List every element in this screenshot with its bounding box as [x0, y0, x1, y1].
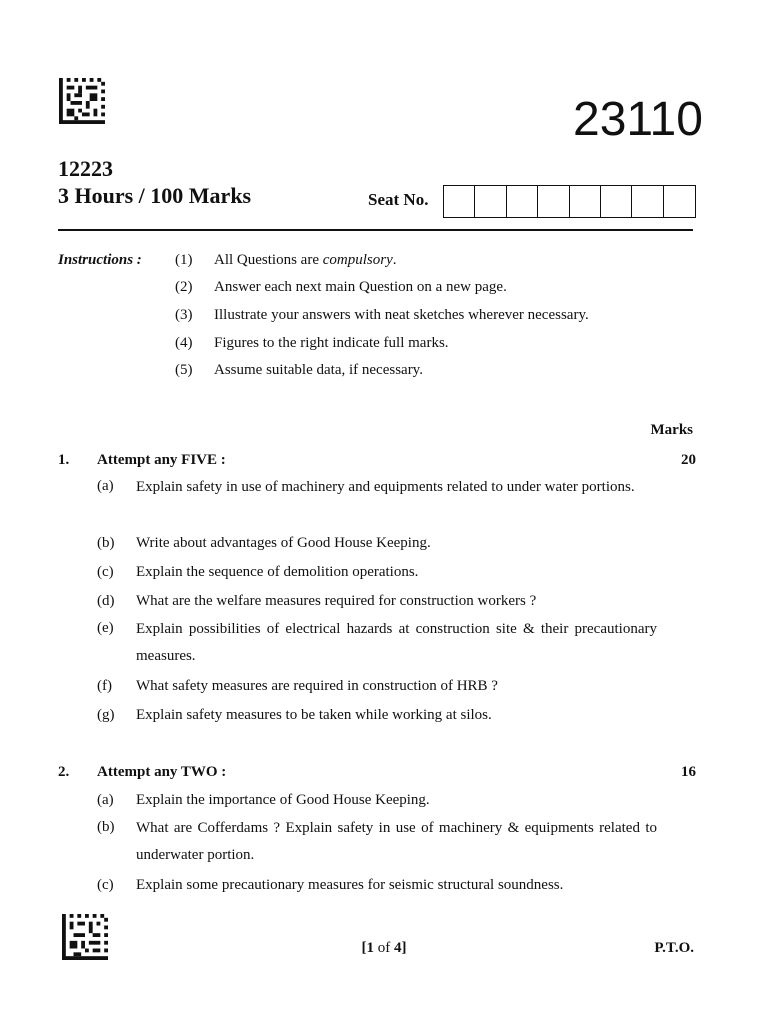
sub-question-text: Explain some precautionary measures for seismic structural soundness.	[136, 877, 564, 893]
instruction-item	[175, 252, 396, 269]
instruction-text: Illustrate your answers with neat sketches wherever necessary.	[214, 307, 589, 323]
marks-heading: Marks	[650, 422, 693, 438]
question-marks: 20	[681, 452, 696, 468]
sub-question-text: Explain safety in use of machinery and equipments related to under water portions.	[136, 479, 635, 495]
seat-cell[interactable]	[664, 186, 695, 217]
instruction-number: (5)	[175, 362, 193, 378]
sub-question-label: (f)	[97, 678, 112, 694]
sub-question-text: What are the welfare measures required for construction workers ?	[136, 593, 537, 609]
sub-question	[97, 564, 657, 581]
page-current: 1	[366, 940, 374, 956]
instruction-number: (2)	[175, 279, 193, 295]
instruction-number: (1)	[175, 252, 193, 268]
seat-number-grid[interactable]	[443, 185, 696, 218]
instruction-text: Assume suitable data, if necessary.	[214, 362, 423, 378]
seat-cell[interactable]	[475, 186, 506, 217]
instruction-text: All Questions are	[214, 252, 323, 268]
question-number: 2.	[58, 764, 70, 780]
seat-cell[interactable]	[444, 186, 475, 217]
instruction-emphasis: compulsory	[322, 252, 393, 268]
sub-question	[97, 792, 657, 809]
sub-question	[97, 535, 657, 552]
seat-cell[interactable]	[507, 186, 538, 217]
sub-question-label: (b)	[97, 819, 115, 835]
sub-question-label: (a)	[97, 478, 114, 494]
instruction-item	[175, 307, 589, 324]
sub-question-label: (d)	[97, 593, 115, 609]
datamatrix-code-top	[58, 78, 106, 124]
sub-question-text: Explain safety measures to be taken while working at silos.	[136, 707, 492, 723]
seat-cell[interactable]	[538, 186, 569, 217]
sub-question-text: What safety measures are required in construction of HRB ?	[136, 678, 498, 694]
duration-marks: 3 Hours / 100 Marks	[58, 183, 252, 208]
sub-question-label: (a)	[97, 792, 114, 808]
subject-code: 12223	[58, 156, 113, 181]
question-marks: 16	[681, 764, 696, 780]
question-heading	[58, 452, 696, 469]
instruction-item	[175, 279, 507, 296]
sub-question-text: What are Cofferdams ? Explain safety in use of machinery & equipments related to underwater portion.	[136, 820, 657, 863]
sub-question-text: Explain the sequence of demolition operations.	[136, 564, 419, 580]
question-title: Attempt any TWO :	[97, 764, 227, 780]
page-of: of	[374, 940, 394, 956]
sub-question-label: (c)	[97, 877, 114, 893]
sub-question-label: (b)	[97, 535, 115, 551]
page-bracket-open: [	[361, 940, 367, 956]
seat-cell[interactable]	[601, 186, 632, 217]
sub-question	[97, 474, 657, 501]
instruction-text: Answer each next main Question on a new page.	[214, 279, 507, 295]
instruction-item	[175, 362, 423, 379]
instruction-number: (4)	[175, 335, 193, 351]
sub-question-label: (e)	[97, 620, 114, 636]
sub-question-text: Explain the importance of Good House Keeping.	[136, 792, 430, 808]
question-heading	[58, 764, 696, 781]
sub-question	[97, 815, 657, 869]
sub-question	[97, 678, 657, 695]
sub-question	[97, 593, 657, 610]
instruction-number: (3)	[175, 307, 193, 323]
question-number: 1.	[58, 452, 70, 468]
sub-question	[97, 616, 657, 670]
instructions-label: Instructions :	[58, 252, 142, 268]
instruction-text: Figures to the right indicate full marks.	[214, 335, 449, 351]
sub-question	[97, 707, 657, 724]
pto-label: P.T.O.	[654, 940, 694, 956]
seat-cell[interactable]	[632, 186, 663, 217]
sub-question	[97, 877, 657, 894]
instruction-text-end: .	[392, 252, 397, 268]
page-bracket-close: ]	[401, 940, 407, 956]
paper-code: 23110	[573, 93, 703, 146]
page-total: 4	[394, 940, 402, 956]
seat-cell[interactable]	[570, 186, 601, 217]
seat-label: Seat No.	[368, 190, 429, 209]
sub-question-label: (g)	[97, 707, 115, 723]
question-title: Attempt any FIVE :	[97, 452, 226, 468]
sub-question-label: (c)	[97, 564, 114, 580]
sub-question-text: Write about advantages of Good House Keeping.	[136, 535, 431, 551]
instruction-item	[175, 335, 449, 352]
header-divider	[58, 229, 693, 231]
sub-question-text: Explain possibilities of electrical hazards at construction site & their precautionary measures.	[136, 621, 657, 664]
page-number	[0, 940, 768, 957]
